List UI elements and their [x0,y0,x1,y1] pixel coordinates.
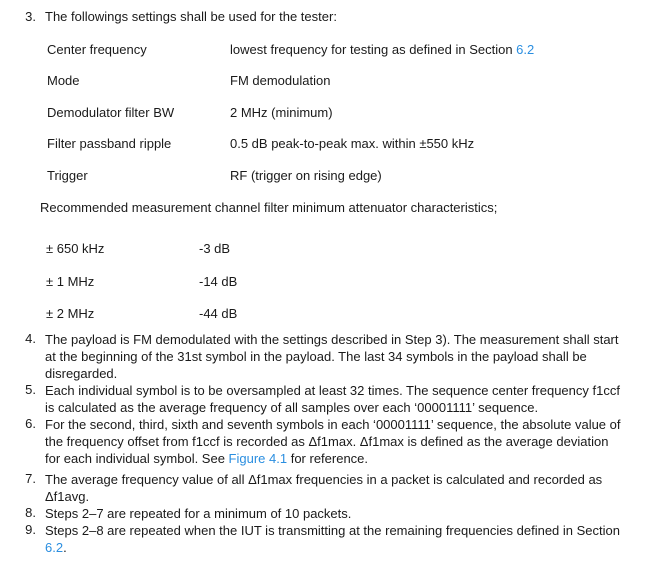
step-number: 7. [25,471,36,486]
step-9-text: Steps 2–8 are repeated when the IUT is transmitting at the remaining frequencies defined in Section 6.2. [45,523,620,555]
setting-label: Filter passband ripple [47,136,172,151]
setting-value: 0.5 dB peak-to-peak max. within ±550 kHz [230,136,475,151]
step-number: 3. [25,9,36,24]
setting-label: Center frequency [47,42,147,57]
step-number: 6. [25,416,36,431]
section-link[interactable]: 6.2 [516,42,535,57]
setting-value: lowest frequency for testing as defined in Section 6.2 [230,42,535,57]
section-link[interactable]: 6.2 [45,540,64,555]
step-7-text: The average frequency value of all Δf1max frequencies in a packet is calculated and recorded as Δf1avg. [45,472,603,504]
filter-atten: -3 dB [199,241,231,256]
filter-freq: ± 650 kHz [46,241,105,256]
step-8-text: Steps 2–7 are repeated for a minimum of 10 packets. [45,506,352,521]
step-number: 5. [25,382,36,397]
step-number: 4. [25,331,36,346]
filter-intro: Recommended measurement channel filter minimum attenuator characteristics; [40,200,498,215]
setting-label: Trigger [47,168,88,183]
step-5-text: Each individual symbol is to be oversampled at least 32 times. The sequence center frequency f1ccf is calculated as the average frequency of all samples over each ‘00001111’ sequence. [45,383,620,415]
filter-atten: -14 dB [199,274,238,289]
setting-value: FM demodulation [230,73,331,88]
filter-freq: ± 2 MHz [46,306,95,321]
filter-freq: ± 1 MHz [46,274,95,289]
step-text: The followings settings shall be used for the tester: [45,9,337,24]
step-4-text: The payload is FM demodulated with the settings described in Step 3). The measurement shall start at the beginning of the 31st symbol in the payload. The last 34 symbols in the payload shall be disregarded. [45,332,619,381]
step-number: 9. [25,522,36,537]
setting-value: 2 MHz (minimum) [230,105,333,120]
step-6-text: For the second, third, sixth and seventh symbols in each ‘00001111’ sequence, the absolute value of the frequency offset from f1ccf is recorded as Δf1max. Δf1max is defined as the average deviation for each individual symbol. See Figure 4.1 for reference. [45,417,621,466]
figure-link[interactable]: Figure 4.1 [228,451,288,466]
setting-label: Demodulator filter BW [47,105,175,120]
setting-label: Mode [47,73,80,88]
filter-atten: -44 dB [199,306,238,321]
step-number: 8. [25,505,36,520]
setting-value: RF (trigger on rising edge) [230,168,382,183]
